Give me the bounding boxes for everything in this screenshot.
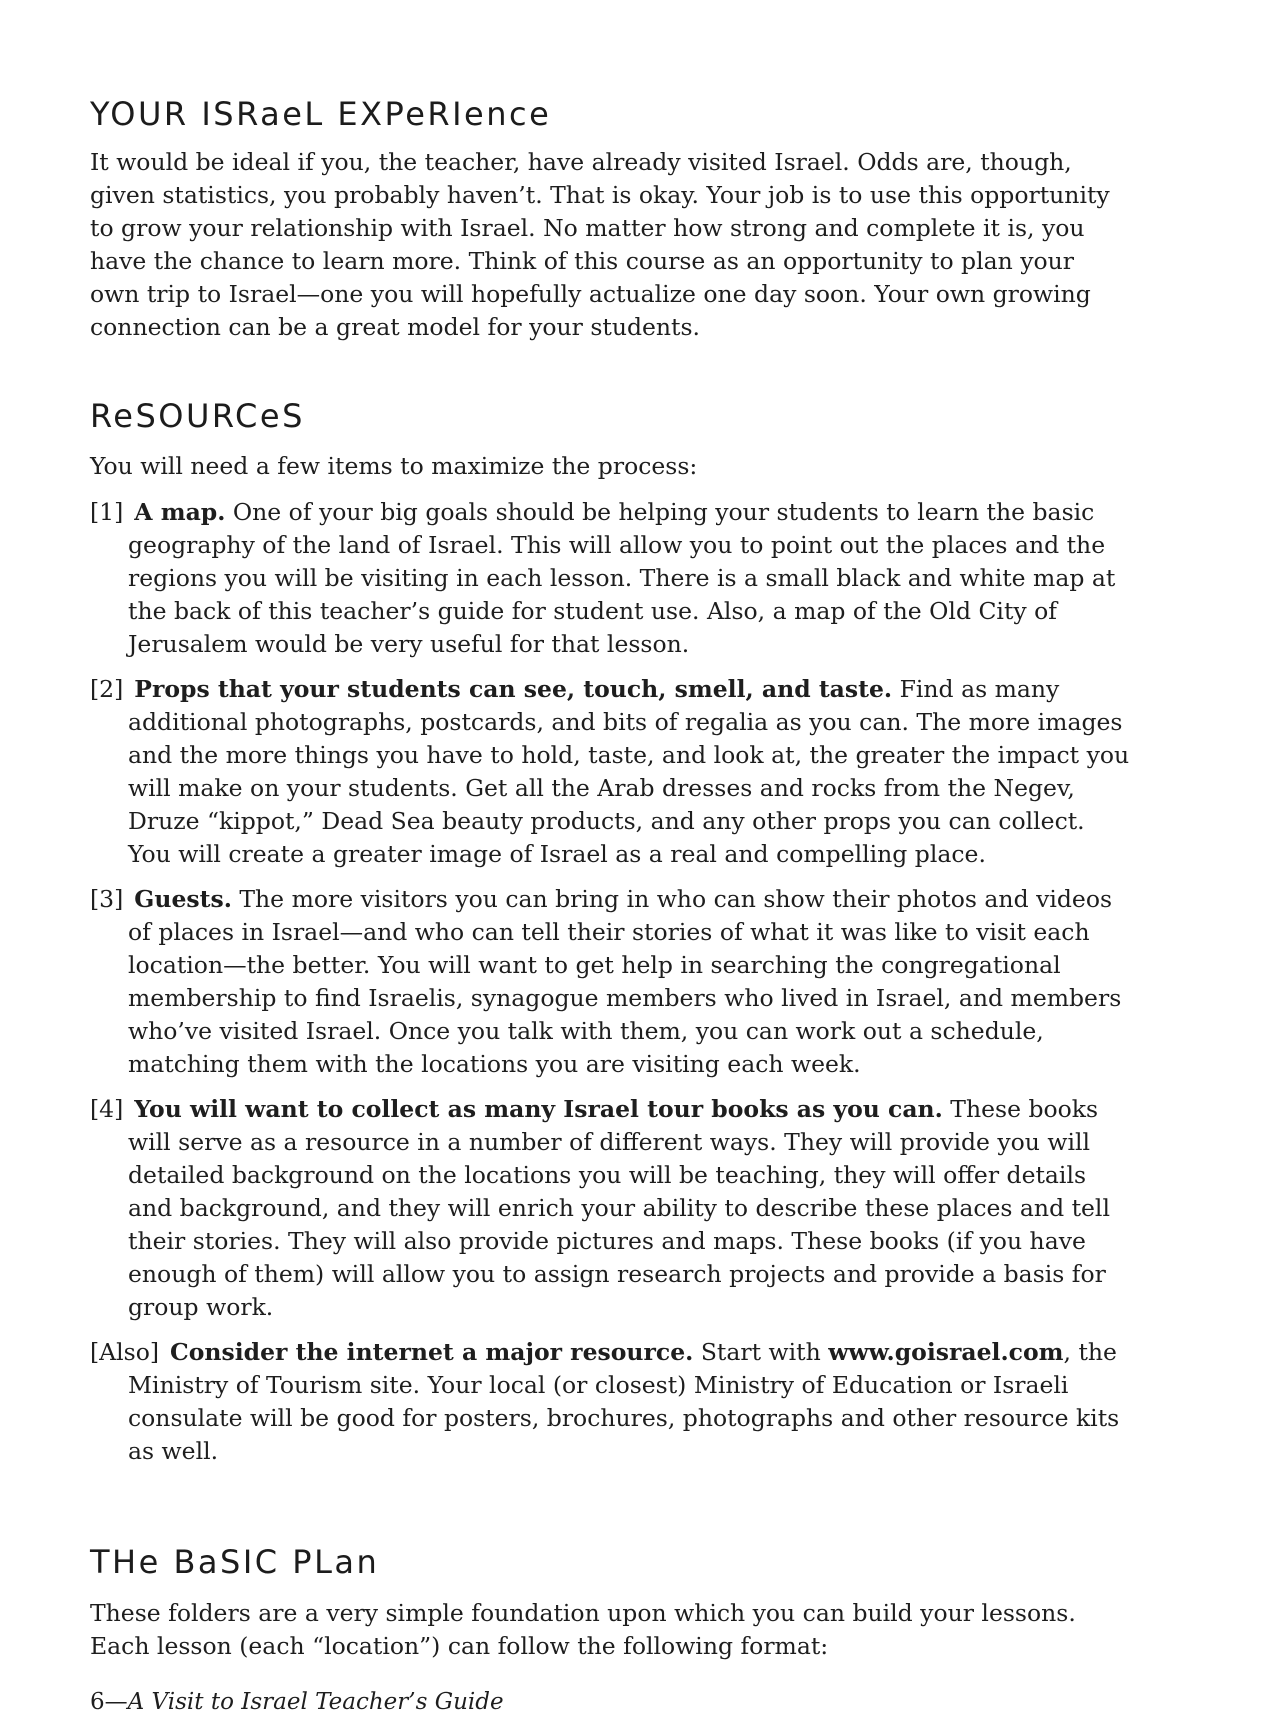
list-item [90, 496, 1130, 661]
list-item-marker: [3] [90, 885, 124, 913]
list-item-text: These books will serve as a resource in a number of different ways. They will provide you will detailed background on the locations you will be teaching, they will offer details and background, and they will enrich your ability to describe these places and tell their stories. They will also provide pictures and maps. These books (if you have enough of them) will allow you to assign research projects and provide a basis for group work. [128, 1095, 1110, 1321]
list-item [90, 673, 1130, 871]
list-item-text: One of your big goals should be helping your students to learn the basic geography of the land of Israel. This will allow you to point out the places and the regions you will be visiting in each lesson. There is a small black and white map at the back of this teacher’s guide for student use. Also, a map of the Old City of Jerusalem would be very useful for that lesson. [128, 498, 1116, 658]
section-heading-your-israel-experience: YOUR ISRaeL EXPeRIence [90, 95, 552, 133]
list-item-marker: [Also] [90, 1338, 160, 1366]
resources-list [90, 496, 1130, 1468]
list-item-text: , the Ministry of Tourism site. Your local (or closest) Ministry of Education or Israeli consulate will be good for posters, brochures, photographs and other resource kits as well. [128, 1338, 1120, 1465]
resources-lead-paragraph: You will need a few items to maximize the process: [90, 452, 698, 480]
list-item [90, 883, 1130, 1081]
list-item-bold-lead: Consider the internet a major resource. [170, 1338, 694, 1366]
list-item-bold-lead: Guests. [134, 885, 232, 913]
list-item [90, 1336, 1130, 1468]
list-item-marker: [1] [90, 498, 124, 526]
list-item-bold-lead: A map. [134, 498, 226, 526]
list-item [90, 1093, 1130, 1324]
basic-plan-paragraph: These folders are a very simple foundation upon which you can build your lessons. Each lesson (each “location”) can follow the following format: [90, 1599, 1076, 1660]
section-heading-the-basic-plan: THe BaSIC PLan [90, 1543, 380, 1581]
intro-paragraph: It would be ideal if you, the teacher, have already visited Israel. Odds are, though, given statistics, you probably haven’t. That is okay. Your job is to use this opportunity to grow your relationship with Israel. No matter how strong and complete it is, you have the chance to learn more. Think of this course as an opportunity to plan your own trip to Israel—one you will hopefully actualize one day soon. Your own growing connection can be a great model for your students. [90, 148, 1110, 341]
list-item-text: Start with [693, 1338, 829, 1366]
list-item-text: Find as many additional photographs, postcards, and bits of regalia as you can. The more images and the more things you have to hold, taste, and look at, the greater the impact you will make on your students. Get all the Arab dresses and rocks from the Negev, Druze “kippot,” Dead Sea beauty products, and any other props you can collect. You will create a greater image of Israel as a real and compelling place. [128, 675, 1130, 868]
list-item-bold-lead: Props that your students can see, touch, smell, and taste. [134, 675, 893, 703]
section-heading-resources: ReSOURCeS [90, 397, 305, 435]
page-footer [90, 1689, 1130, 1715]
list-item-bold-lead: You will want to collect as many Israel tour books as you can. [134, 1095, 943, 1123]
list-item-marker: [4] [90, 1095, 124, 1123]
book-title: A Visit to Israel Teacher’s Guide [127, 1689, 504, 1715]
page-number: 6— [90, 1689, 128, 1715]
list-item-text: The more visitors you can bring in who can show their photos and videos of places in Israel—and who can tell their stories of what it was like to visit each location—the better. You will want to get help in searching the congregational membership to find Israelis, synagogue members who lived in Israel, and members who’ve visited Israel. Once you talk with them, you can work out a schedule, matching them with the locations you are visiting each week. [128, 885, 1122, 1078]
list-item-marker: [2] [90, 675, 124, 703]
list-item-bold-url: www.goisrael.com [828, 1338, 1064, 1366]
